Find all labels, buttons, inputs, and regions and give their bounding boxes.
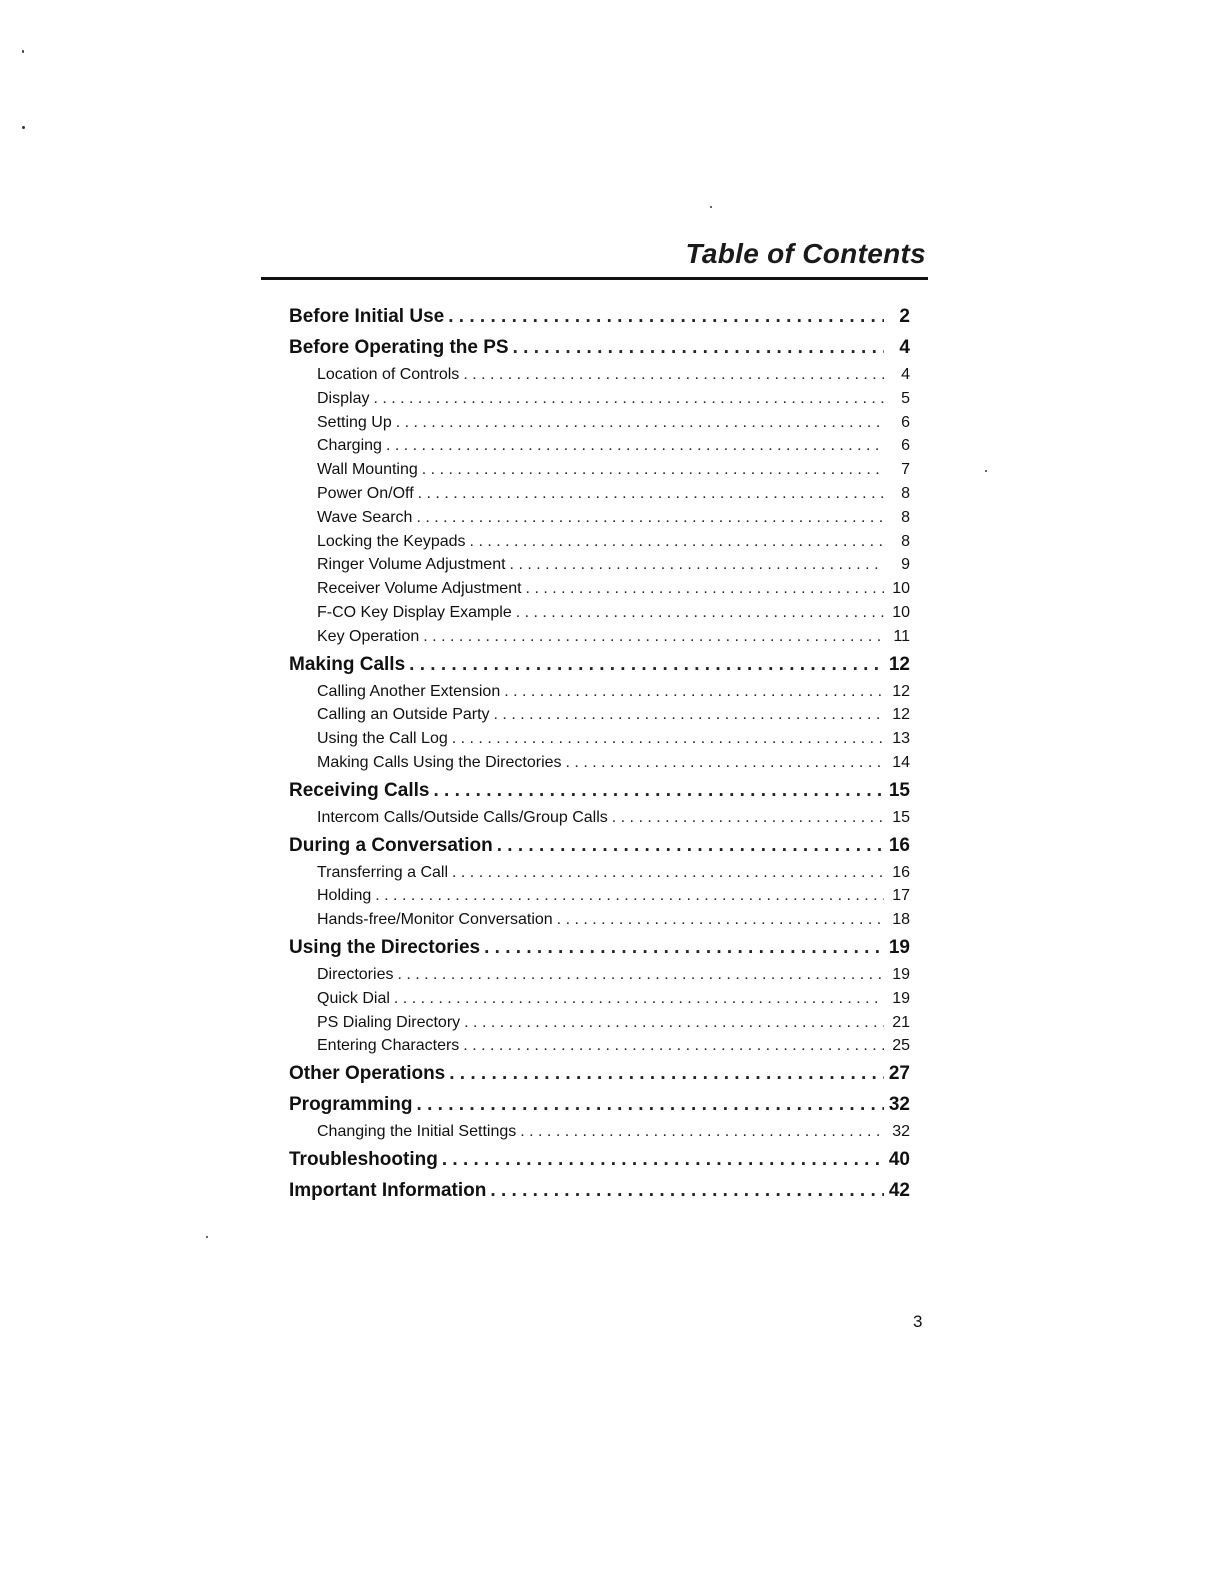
toc-section-entry[interactable] <box>289 830 910 861</box>
title-rule <box>261 277 928 280</box>
toc-entry-label: Using the Call Log <box>317 730 448 748</box>
scan-speck <box>22 50 24 53</box>
toc-subsection-entry[interactable] <box>289 530 910 554</box>
toc-section-entry[interactable] <box>289 932 910 963</box>
toc-subsection-entry[interactable] <box>289 727 910 751</box>
toc-entry-label: Entering Characters <box>317 1037 460 1055</box>
toc-section-entry[interactable] <box>289 301 910 332</box>
toc-entry-page: 15 <box>892 808 910 826</box>
toc-entry-page: 8 <box>901 484 910 502</box>
toc-dot-leader <box>423 625 884 649</box>
toc-entry-label: During a Conversation <box>289 834 493 856</box>
toc-dot-leader <box>452 861 884 885</box>
toc-entry-label: Making Calls Using the Directories <box>317 753 562 771</box>
toc-dot-leader <box>490 1175 884 1206</box>
toc-subsection-entry[interactable] <box>289 1120 910 1144</box>
toc-dot-leader <box>520 1120 884 1144</box>
toc-section-entry[interactable] <box>289 649 910 680</box>
toc-subsection-entry[interactable] <box>289 987 910 1011</box>
toc-section-entry[interactable] <box>289 775 910 806</box>
toc-entry-page: 18 <box>892 911 910 929</box>
toc-dot-leader <box>452 727 884 751</box>
toc-entry-page: 27 <box>888 1063 910 1085</box>
toc-entry-label: Making Calls <box>289 653 406 675</box>
toc-dot-leader <box>463 1034 884 1058</box>
toc-entry-label: Important Information <box>289 1179 487 1201</box>
toc-dot-leader <box>397 963 884 987</box>
toc-section-entry[interactable] <box>289 1175 910 1206</box>
scan-speck <box>206 1236 208 1238</box>
toc-entry-page: 4 <box>899 337 910 358</box>
toc-entry-label: Wave Search <box>317 508 413 526</box>
toc-entry-label: Programming <box>289 1094 413 1116</box>
toc-subsection-entry[interactable] <box>289 625 910 649</box>
toc-entry-label: Calling Another Extension <box>317 682 501 700</box>
toc-entry-page: 19 <box>888 936 910 958</box>
toc-entry-page: 8 <box>901 532 910 550</box>
toc-dot-leader <box>497 830 884 861</box>
toc-entry-page: 12 <box>892 706 910 724</box>
scan-speck <box>710 206 712 208</box>
toc-dot-leader <box>386 434 884 458</box>
toc-entry-page: 12 <box>888 653 910 675</box>
toc-entry-page: 25 <box>892 1037 910 1055</box>
toc-entry-page: 2 <box>899 306 910 327</box>
toc-dot-leader <box>416 506 884 530</box>
toc-section-entry[interactable] <box>289 332 910 363</box>
toc-entry-label: Hands-free/Monitor Conversation <box>317 911 553 929</box>
toc-dot-leader <box>417 1089 884 1120</box>
toc-entry-page: 14 <box>892 753 910 771</box>
toc-dot-leader <box>463 363 884 387</box>
toc-section-entry[interactable] <box>289 1058 910 1089</box>
toc-entry-page: 13 <box>892 730 910 748</box>
toc-entry-label: Directories <box>317 965 394 983</box>
toc-dot-leader <box>516 601 884 625</box>
toc-entry-page: 11 <box>893 627 910 645</box>
toc-subsection-entry[interactable] <box>289 908 910 932</box>
toc-section-entry[interactable] <box>289 1089 910 1120</box>
toc-entry-label: Key Operation <box>317 627 420 645</box>
toc-dot-leader <box>464 1011 884 1035</box>
toc-entry-page: 6 <box>901 437 910 455</box>
toc-entry-label: Location of Controls <box>317 366 460 383</box>
toc-entry-page: 10 <box>892 603 910 621</box>
toc-entry-label: Receiver Volume Adjustment <box>317 580 522 598</box>
toc-subsection-entry[interactable] <box>289 434 910 458</box>
toc-subsection-entry[interactable] <box>289 751 910 775</box>
toc-dot-leader <box>433 775 884 806</box>
toc-dot-leader <box>566 751 884 775</box>
toc-entry-page: 10 <box>892 580 910 598</box>
toc-entry-page: 42 <box>888 1179 910 1201</box>
toc-entry-label: Ringer Volume Adjustment <box>317 556 506 574</box>
toc-entry-page: 4 <box>901 366 910 383</box>
toc-subsection-entry[interactable] <box>289 506 910 530</box>
toc-entry-page: 19 <box>892 989 910 1007</box>
page-title: Table of Contents <box>685 238 926 269</box>
toc-entry-page: 19 <box>892 965 910 983</box>
toc-entry-page: 21 <box>892 1013 910 1031</box>
toc-entry-label: Power On/Off <box>317 484 414 502</box>
scan-speck <box>985 470 987 472</box>
toc-subsection-entry[interactable] <box>289 482 910 506</box>
toc-dot-leader <box>494 703 884 727</box>
toc-entry-label: Wall Mounting <box>317 461 418 479</box>
toc-dot-leader <box>484 932 884 963</box>
toc-subsection-entry[interactable] <box>289 411 910 435</box>
toc-dot-leader <box>442 1144 884 1175</box>
toc-dot-leader <box>513 332 884 363</box>
toc-entry-label: Before Operating the PS <box>289 337 509 358</box>
toc-entry-label: Troubleshooting <box>289 1148 438 1170</box>
toc-subsection-entry[interactable] <box>289 861 910 885</box>
toc-entry-label: Intercom Calls/Outside Calls/Group Calls <box>317 808 608 826</box>
toc-entry-page: 6 <box>901 413 910 431</box>
toc-entry-label: Changing the Initial Settings <box>317 1123 517 1141</box>
toc-entry-page: 15 <box>888 779 910 801</box>
toc-entry-label: Holding <box>317 887 372 905</box>
toc-dot-leader <box>418 482 884 506</box>
toc-dot-leader <box>394 987 884 1011</box>
toc-entry-page: 9 <box>901 556 910 574</box>
toc-entry-page: 5 <box>901 389 910 407</box>
toc-entry-label: Using the Directories <box>289 936 481 958</box>
toc-subsection-entry[interactable] <box>289 363 910 387</box>
toc-entry-label: Charging <box>317 437 382 455</box>
toc-dot-leader <box>396 411 884 435</box>
toc-subsection-entry[interactable] <box>289 577 910 601</box>
toc-subsection-entry[interactable] <box>289 553 910 577</box>
toc-subsection-entry[interactable] <box>289 680 910 704</box>
toc-entry-label: Transferring a Call <box>317 863 449 881</box>
toc-entry-label: Quick Dial <box>317 989 390 1007</box>
toc-subsection-entry[interactable] <box>289 458 910 482</box>
toc-entry-page: 8 <box>901 508 910 526</box>
toc-dot-leader <box>612 806 884 830</box>
toc-section-entry[interactable] <box>289 1144 910 1175</box>
toc-entry-label: Before Initial Use <box>289 306 445 327</box>
toc-subsection-entry[interactable] <box>289 806 910 830</box>
toc-dot-leader <box>510 553 884 577</box>
toc-entry-page: 40 <box>888 1148 910 1170</box>
table-of-contents <box>289 301 910 1206</box>
toc-entry-label: Calling an Outside Party <box>317 706 490 724</box>
toc-entry-label: Locking the Keypads <box>317 532 466 550</box>
toc-entry-label: PS Dialing Directory <box>317 1013 461 1031</box>
toc-dot-leader <box>557 908 884 932</box>
toc-subsection-entry[interactable] <box>289 884 910 908</box>
toc-subsection-entry[interactable] <box>289 1011 910 1035</box>
toc-dot-leader <box>375 884 884 908</box>
toc-dot-leader <box>373 387 884 411</box>
toc-dot-leader <box>448 301 884 332</box>
toc-entry-label: Other Operations <box>289 1063 446 1085</box>
toc-dot-leader <box>449 1058 884 1089</box>
toc-entry-label: Receiving Calls <box>289 779 430 801</box>
toc-entry-page: 16 <box>892 863 910 881</box>
toc-dot-leader <box>504 680 884 704</box>
toc-subsection-entry[interactable] <box>289 601 910 625</box>
page-number: 3 <box>913 1312 923 1331</box>
toc-subsection-entry[interactable] <box>289 963 910 987</box>
toc-dot-leader <box>422 458 884 482</box>
toc-dot-leader <box>526 577 884 601</box>
toc-subsection-entry[interactable] <box>289 703 910 727</box>
toc-entry-page: 32 <box>892 1123 910 1141</box>
toc-entry-page: 32 <box>888 1094 910 1116</box>
toc-subsection-entry[interactable] <box>289 1034 910 1058</box>
toc-entry-label: Setting Up <box>317 413 392 431</box>
toc-dot-leader <box>409 649 884 680</box>
toc-entry-page: 12 <box>892 682 910 700</box>
scan-speck <box>22 126 25 129</box>
toc-entry-page: 17 <box>892 887 910 905</box>
toc-entry-page: 7 <box>901 461 910 479</box>
toc-entry-label: Display <box>317 389 370 407</box>
toc-subsection-entry[interactable] <box>289 387 910 411</box>
toc-entry-page: 16 <box>888 834 910 856</box>
toc-dot-leader <box>470 530 884 554</box>
toc-entry-label: F-CO Key Display Example <box>317 603 512 621</box>
